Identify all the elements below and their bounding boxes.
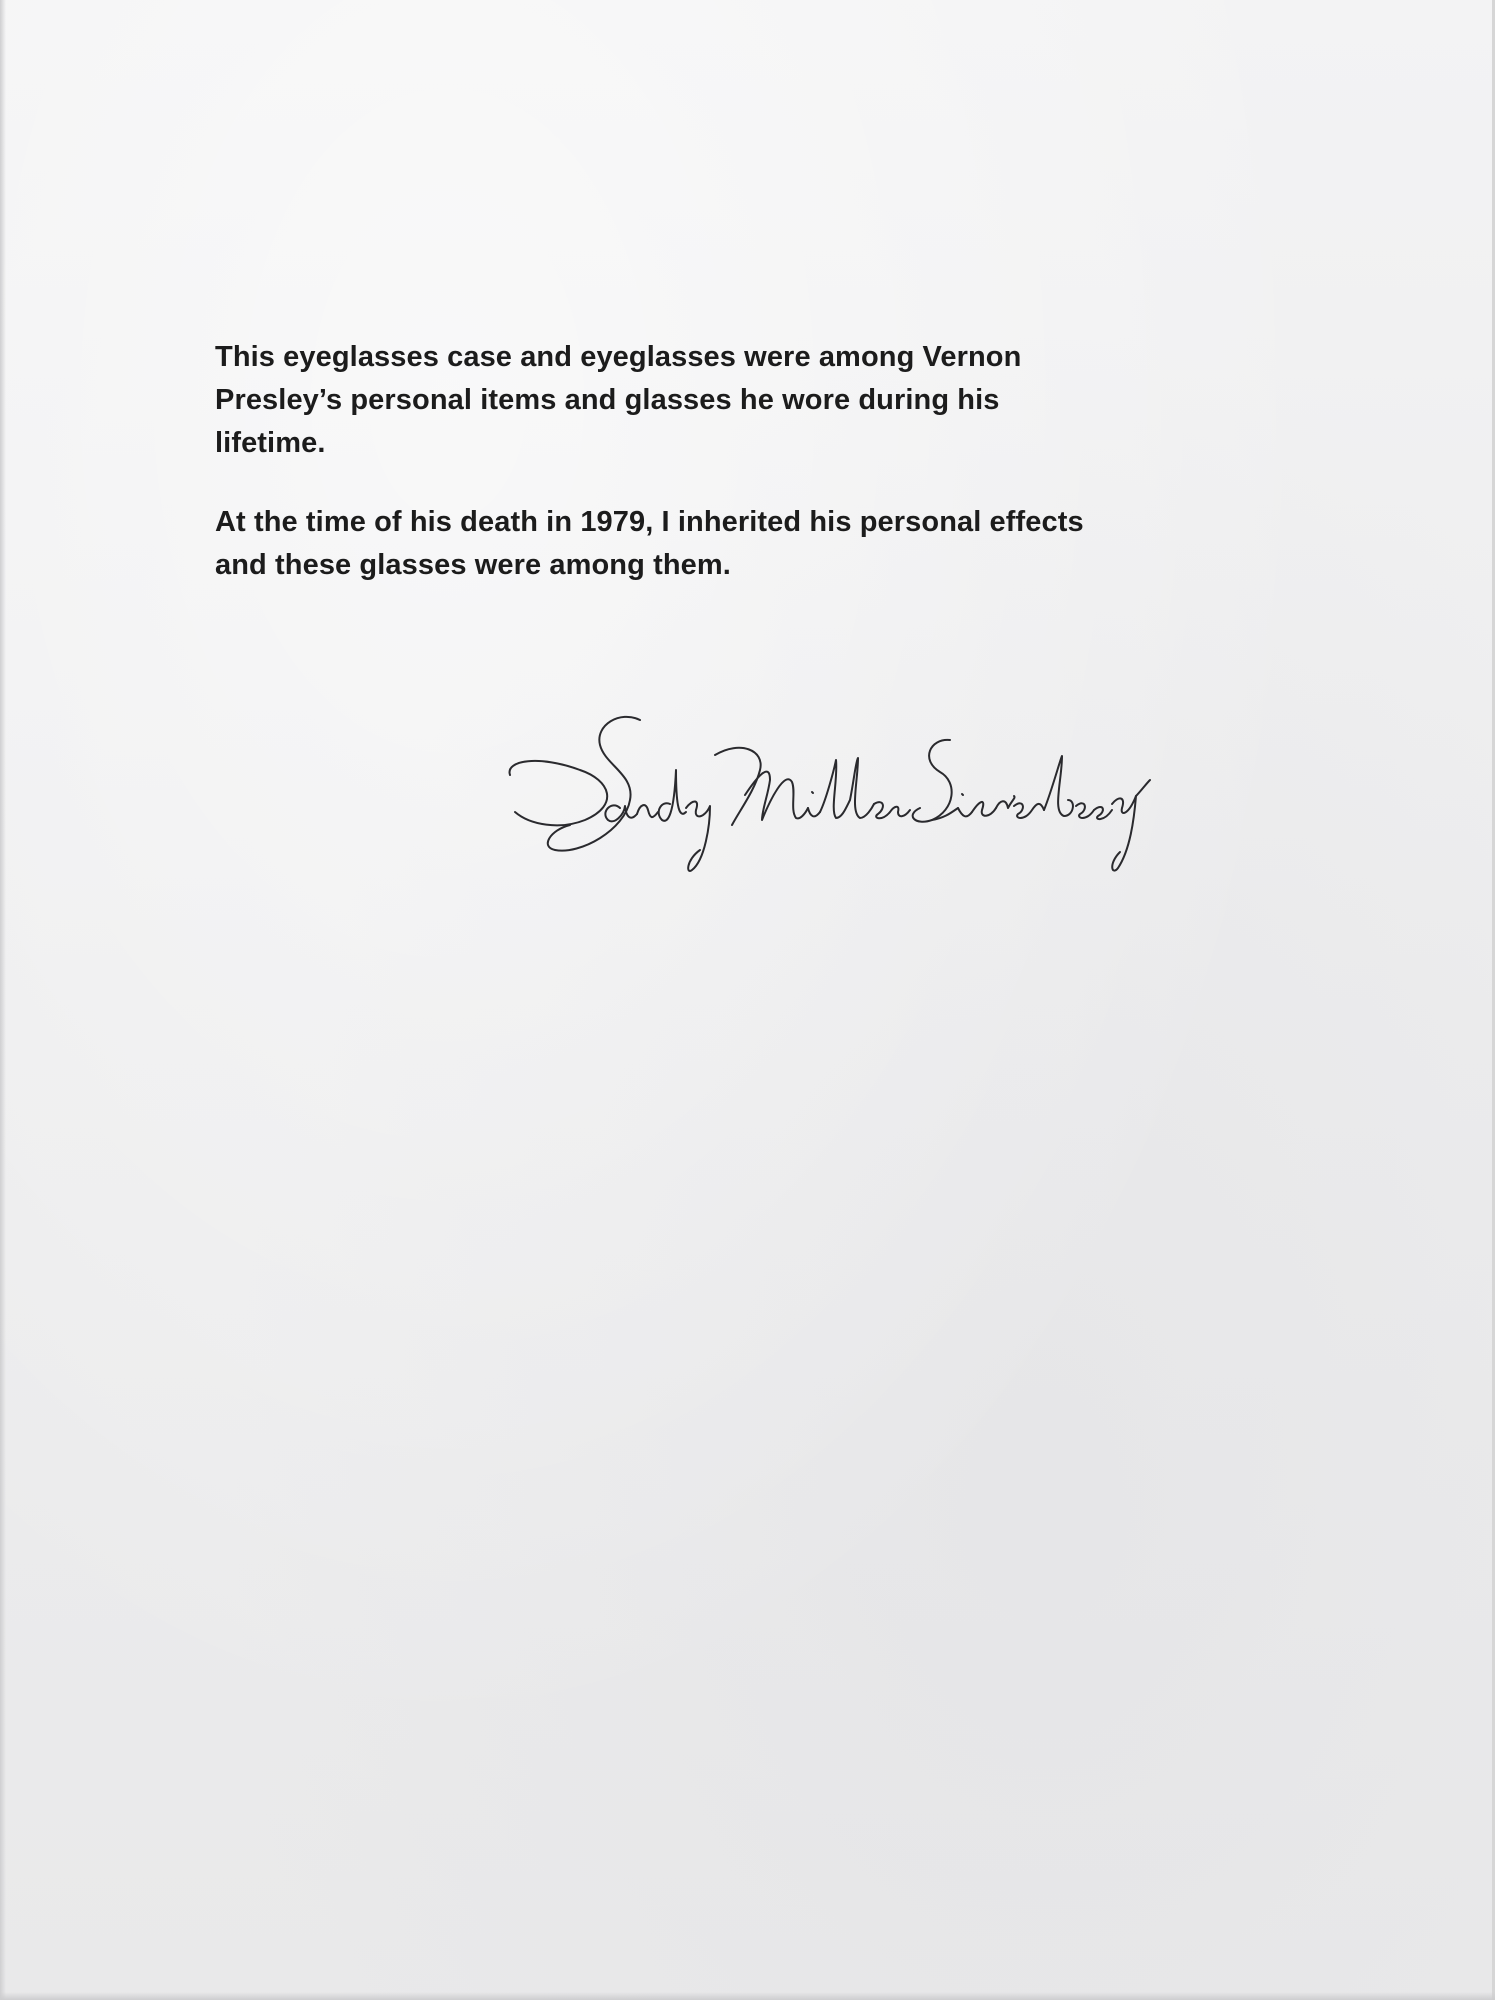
letter-body xyxy=(215,336,1335,623)
paragraph-1-line-1: This eyeglasses case and eyeglasses were among Vernon xyxy=(215,341,1022,373)
paragraph-1 xyxy=(215,336,1335,465)
paragraph-1-line-2: Presley’s personal items and glasses he wore during his xyxy=(215,384,1000,416)
handwritten-signature xyxy=(500,700,1170,880)
paragraph-2-line-2: and these glasses were among them. xyxy=(215,549,731,581)
page-edge-shadow xyxy=(0,0,6,2000)
paragraph-2-line-1: At the time of his death in 1979, I inherited his personal effects xyxy=(215,506,1084,538)
paragraph-1-line-3: lifetime. xyxy=(215,427,326,459)
paragraph-2 xyxy=(215,501,1335,587)
signature-drawing xyxy=(500,700,1170,880)
page-edge-shadow-bottom xyxy=(0,1992,1495,2000)
